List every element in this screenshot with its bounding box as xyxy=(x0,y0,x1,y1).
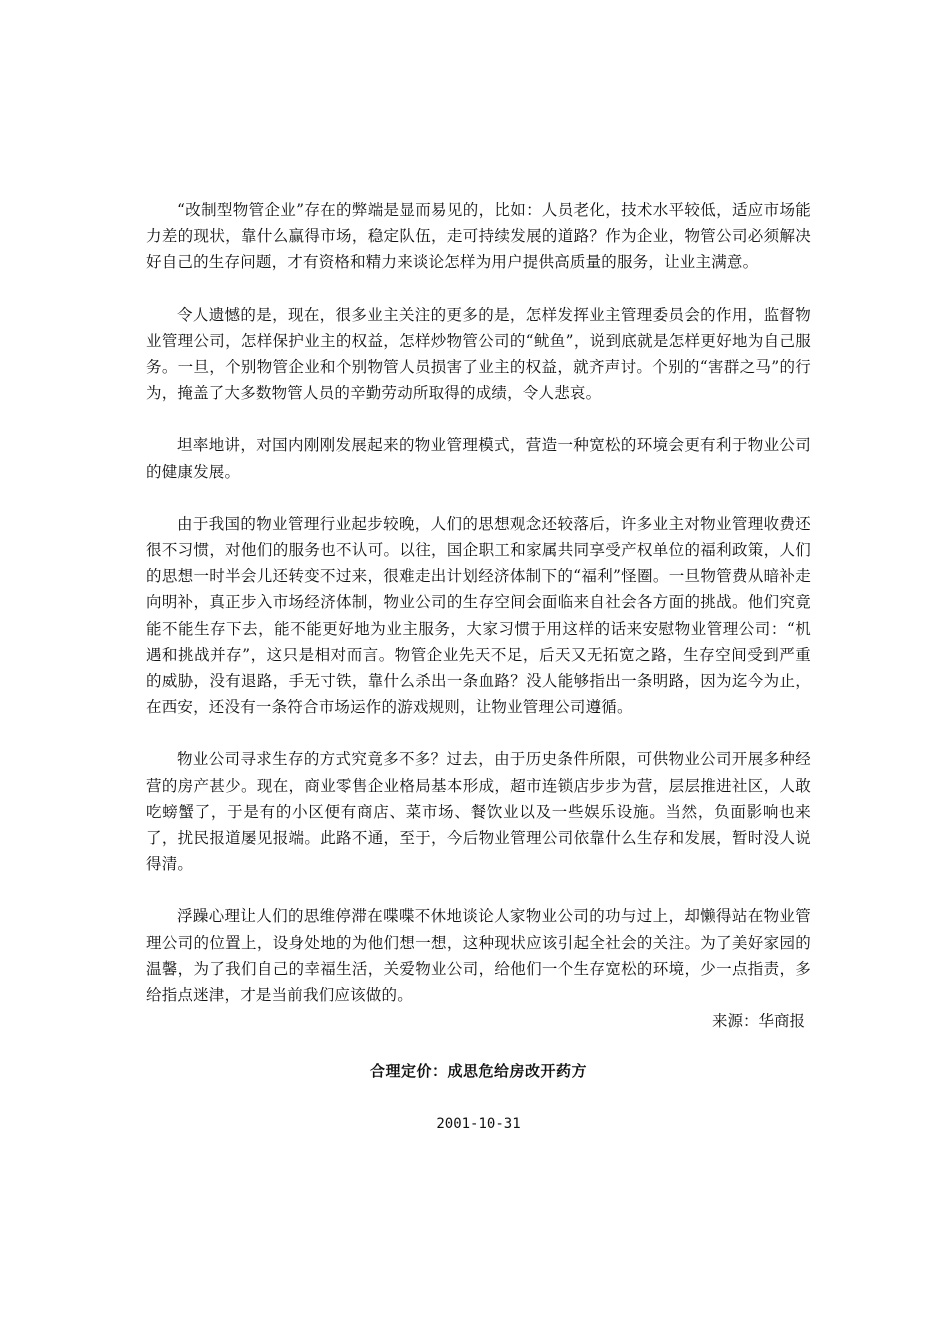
paragraph-5: 物业公司寻求生存的方式究竟多不多？过去，由于历史条件所限，可供物业公司开展多种经营的房产甚少。现在，商业零售企业格局基本形成，超市连锁店步步为营，层层推进社区，人敢吃螃蟹了，于是有的小区便有商店、菜市场、餐饮业以及一些娱乐设施。当然，负面影响也来了，扰民报道屡见报端。此路不通，至于，今后物业管理公司依靠什么生存和发展，暂时没人说得清。 xyxy=(146,750,811,874)
next-article-title: 合理定价：成思危给房改开药方 xyxy=(369,1062,587,1081)
next-article-date: 2001-10-31 xyxy=(436,1115,521,1132)
paragraph-2: 令人遗憾的是，现在，很多业主关注的更多的是，怎样发挥业主管理委员会的作用，监督物业管理公司，怎样保护业主的权益，怎样炒物管公司的“鱿鱼”，说到底就是怎样更好地为自己服务。一旦，个别物管企业和个别物管人员损害了业主的权益，就齐声讨。个别的“害群之马”的行为，掩盖了大多数物管人员的辛勤劳动所取得的成绩，令人悲哀。 xyxy=(146,305,811,403)
paragraph-4: 由于我国的物业管理行业起步较晚，人们的思想观念还较落后，许多业主对物业管理收费还很不习惯，对他们的服务也不认可。以往，国企职工和家属共同享受产权单位的福利政策，人们的思想一时半会儿还转变不过来，很难走出计划经济体制下的“福利”怪圈。一旦物管费从暗补走向明补，真正步入市场经济体制，物业公司的生存空间会面临来自社会各方面的挑战。他们究竟能不能生存下去，能不能更好地为业主服务，大家习惯于用这样的话来安慰物业管理公司：“机遇和挑战并存”，这只是相对而言。物管企业先天不足，后天又无拓宽之路，生存空间受到严重的威胁，没有退路，手无寸铁，靠什么杀出一条血路？没人能够指出一条明路，因为迄今为止，在西安，还没有一条符合市场运作的游戏规则，让物业管理公司遵循。 xyxy=(146,514,811,717)
article-source: 来源：华商报 xyxy=(711,1012,805,1031)
paragraph-6: 浮躁心理让人们的思维停滞在喋喋不休地谈论人家物业公司的功与过上，却懒得站在物业管理公司的位置上，设身处地的为他们想一想，这种现状应该引起全社会的关注。为了美好家园的温馨，为了我们自己的幸福生活，关爱物业公司，给他们一个生存宽松的环境，少一点指责，多给指点迷津，才是当前我们应该做的。 xyxy=(146,907,811,1005)
paragraph-3: 坦率地讲，对国内刚刚发展起来的物业管理模式，营造一种宽松的环境会更有利于物业公司的健康发展。 xyxy=(146,436,811,481)
paragraph-1: “改制型物管企业”存在的弊端是显而易见的，比如：人员老化，技术水平较低，适应市场能力差的现状，靠什么赢得市场，稳定队伍，走可持续发展的道路？作为企业，物管公司必须解决好自己的生存问题，才有资格和精力来谈论怎样为用户提供高质量的服务，让业主满意。 xyxy=(146,201,811,272)
document-page xyxy=(146,197,811,1137)
